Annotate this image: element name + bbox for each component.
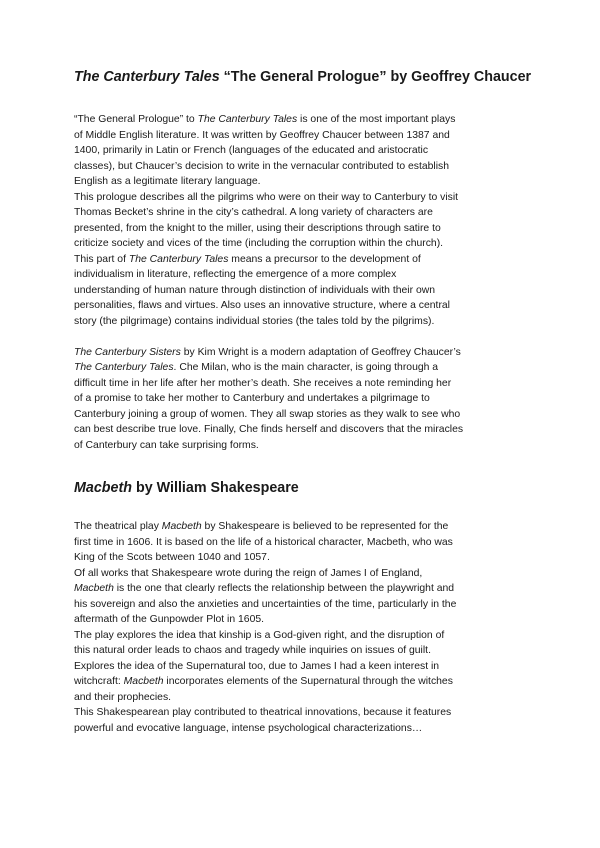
text-line <box>74 422 544 438</box>
text-line <box>74 391 544 407</box>
text-run: This Shakespearean play contributed to theatrical innovations, because it features <box>74 707 452 718</box>
text-run: English as a legitimate literary language. <box>74 176 261 187</box>
text-line <box>74 550 544 566</box>
text-run: aftermath of the Gunpowder Plot in 1605. <box>74 614 265 625</box>
text-line <box>74 360 544 376</box>
text-run: Thomas Becket’s shrine in the city’s cathedral. A long variety of characters are <box>74 207 433 218</box>
heading-title-italic: The Canterbury Tales <box>74 69 220 85</box>
text-line <box>74 112 544 128</box>
text-run: This prologue describes all the pilgrims who were on their way to Canterbury to visit <box>74 191 459 203</box>
text-line <box>74 252 544 268</box>
text-run: of a promise to take her mother to Canterbury and undertakes a pilgrimage to <box>74 393 430 404</box>
text-line <box>74 143 544 159</box>
text-run: This part of <box>74 253 129 265</box>
paragraph-canterbury-sisters <box>74 345 544 454</box>
italic-title-run: Macbeth <box>161 521 202 532</box>
text-run: can best describe true love. Finally, Che finds herself and discovers that the miracles <box>74 424 464 435</box>
text-line <box>74 674 544 690</box>
text-line <box>74 705 544 721</box>
text-run: story (the pilgrimage) contains individual stories (the tales told by the pilgrims). <box>74 315 435 327</box>
text-run: first time in 1606. It is based on the life of a historical character, Macbeth, who was <box>74 536 453 548</box>
text-line <box>74 566 544 582</box>
text-line <box>74 597 544 613</box>
heading-title-rest: “The General Prologue” by Geoffrey Chaucer <box>219 69 532 85</box>
paragraph-general-prologue <box>74 112 544 329</box>
italic-title-run: The Canterbury Tales <box>74 362 174 373</box>
text-line <box>74 283 544 299</box>
text-run: this natural order leads to chaos and tragedy while inquiries on issues of guilt. <box>74 645 431 656</box>
text-run: The play explores the idea that kinship is a God-given right, and the disruption of <box>74 629 445 641</box>
document-body <box>74 68 544 736</box>
text-line <box>74 643 544 659</box>
text-run: personalities, flaws and virtues. Also uses an innovative structure, where a central <box>74 300 450 311</box>
text-run: witchcraft: <box>74 676 124 687</box>
italic-title-run: The Canterbury Sisters <box>74 346 181 358</box>
paragraph-spacer <box>74 329 544 345</box>
text-run: is one of the most important plays <box>297 114 456 125</box>
text-run: difficult time in her life after her mother’s death. She receives a note reminding her <box>74 377 452 389</box>
text-run: classes), but Chaucer’s decision to write in the vernacular contributed to establish <box>74 160 450 172</box>
text-run: The theatrical play <box>74 521 162 532</box>
text-run: and their prophecies. <box>74 691 172 703</box>
text-run: is the one that clearly reflects the relationship between the playwright and <box>113 583 455 594</box>
paragraph-macbeth <box>74 519 544 736</box>
italic-title-run: Macbeth <box>74 583 114 594</box>
text-run: his sovereign and also the anxieties and uncertainties of the time, particularly in the <box>74 598 457 610</box>
text-run: Canterbury joining a group of women. They all swap stories as they walk to see who <box>74 408 461 420</box>
text-run: understanding of human nature through distinction of individuals with their own <box>74 284 436 296</box>
heading-title-rest: by William Shakespeare <box>132 480 299 496</box>
text-line <box>74 535 544 551</box>
text-run: 1400, primarily in Latin or French (languages of the educated and aristocratic <box>74 145 429 156</box>
text-line <box>74 659 544 675</box>
text-run: powerful and evocative language, intense psychological characterizations… <box>74 722 423 734</box>
text-line <box>74 221 544 237</box>
text-run: of Middle English literature. It was written by Geoffrey Chaucer between 1387 and <box>74 129 450 141</box>
italic-title-run: The Canterbury Tales <box>197 114 298 125</box>
heading-title-italic: Macbeth <box>74 480 132 496</box>
text-line <box>74 628 544 644</box>
italic-title-run: The Canterbury Tales <box>128 253 229 265</box>
text-line <box>74 345 544 361</box>
text-line <box>74 519 544 535</box>
text-run: means a precursor to the development of <box>228 253 421 265</box>
text-run: criticize society and vices of the time (including the corruption within the church). <box>74 238 444 249</box>
text-line <box>74 205 544 221</box>
text-line <box>74 407 544 423</box>
text-run: individualism in literature, reflecting the emergence of a more complex <box>74 269 397 280</box>
text-line <box>74 267 544 283</box>
text-line <box>74 690 544 706</box>
text-run: . Che Milan, who is the main character, is going through a <box>173 362 439 373</box>
text-line <box>74 190 544 206</box>
text-line <box>74 128 544 144</box>
text-line <box>74 721 544 737</box>
text-run: presented, from the knight to the miller, using their descriptions through satire to <box>74 222 441 234</box>
text-line <box>74 298 544 314</box>
text-run: “The General Prologue” to <box>74 114 198 125</box>
text-line <box>74 612 544 628</box>
text-run: King of the Scots between 1040 and 1057. <box>74 552 270 563</box>
heading-canterbury-tales <box>74 68 544 86</box>
text-run: of Canterbury can take surprising forms. <box>74 439 259 451</box>
text-line <box>74 376 544 392</box>
text-line <box>74 314 544 330</box>
text-line <box>74 174 544 190</box>
heading-macbeth <box>74 479 544 497</box>
text-line <box>74 438 544 454</box>
text-run: incorporates elements of the Supernatural through the witches <box>163 676 453 687</box>
text-run: by Shakespeare is believed to be represented for the <box>201 521 449 532</box>
italic-title-run: Macbeth <box>123 676 164 687</box>
text-line <box>74 159 544 175</box>
text-run: by Kim Wright is a modern adaptation of Geoffrey Chaucer’s <box>180 346 461 358</box>
text-line <box>74 581 544 597</box>
text-line <box>74 236 544 252</box>
text-run: Of all works that Shakespeare wrote during the reign of James I of England, <box>74 567 423 579</box>
text-run: Explores the idea of the Supernatural too, due to James I had a keen interest in <box>74 660 440 672</box>
